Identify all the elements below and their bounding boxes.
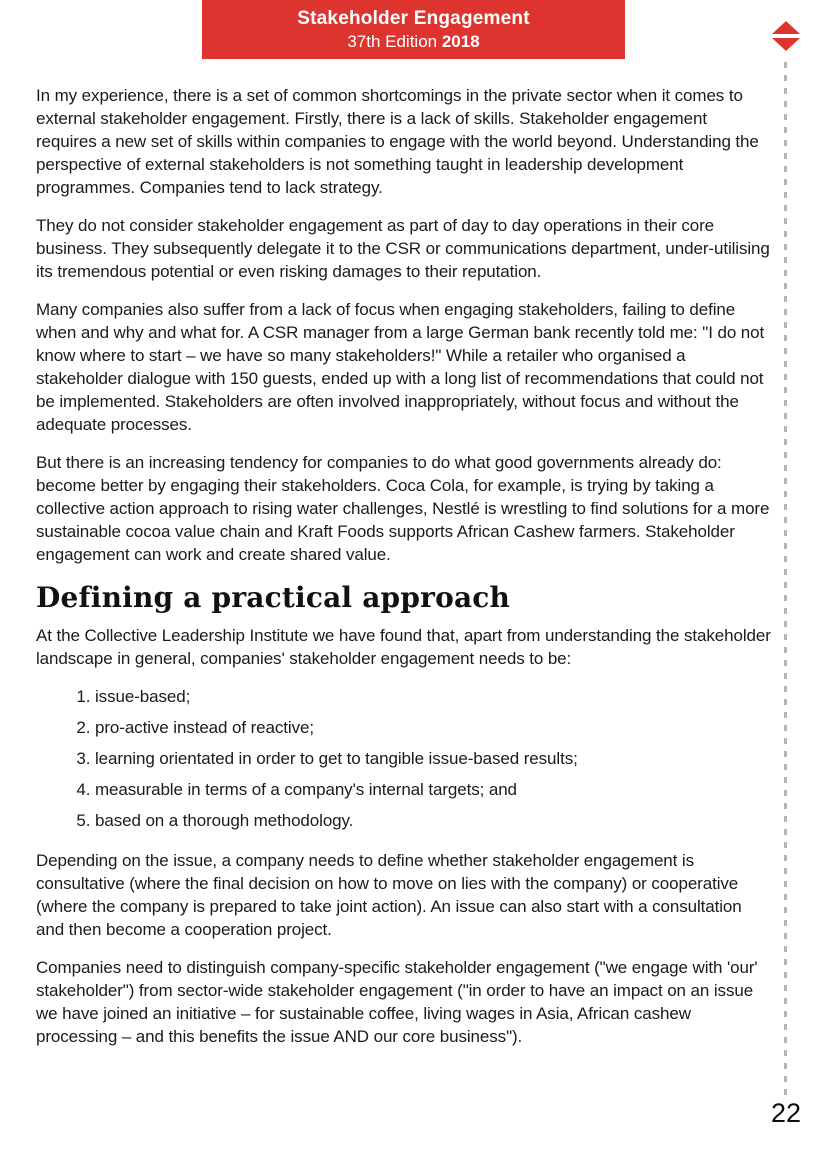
list-item: 1. issue-based; — [95, 685, 771, 708]
paragraph: Companies need to distinguish company-specific stakeholder engagement ("we engage with 'our' stakeholder") from sector-wide stakeholder engagement ("in order to have an impact on an issue we have joined an initiative – for sustainable coffee, living wages in Asia, African cashew processing – and this benefits the issue AND our core business"). — [36, 958, 758, 1046]
section-heading: Defining a practical approach — [36, 581, 511, 614]
numbered-list — [36, 685, 771, 832]
article-content — [36, 84, 771, 1063]
paragraph: They do not consider stakeholder engagement as part of day to day operations in their core business. They subsequently delegate it to the CSR or communications department, under-utilising its tremendous potential or even risking damages to their reputation. — [36, 216, 770, 281]
page-number: 22 — [770, 1098, 801, 1128]
paragraph: But there is an increasing tendency for companies to do what good governments already do: become better by engaging their stakeholders. Coca Cola, for example, is trying by taking a collective action approach to rising water challenges, Nestlé is wrestling to find solutions for a more sustainable cocoa value chain and Kraft Foods supports African Cashew farmers. Stakeholder engagement can work and create shared value. — [36, 453, 770, 564]
paragraph: Many companies also suffer from a lack of focus when engaging stakeholders, failing to define when and why and what for. A CSR manager from a large German bank recently told me: "I do not know where to start – we have so many stakeholders!" While a retailer who organised a stakeholder dialogue with 150 guests, ended up with a long list of recommendations that could not be implemented. Stakeholders are often involved inappropriately, without focus and without the adequate processes. — [36, 300, 765, 434]
list-item: 2. pro-active instead of reactive; — [95, 716, 771, 739]
paragraph: In my experience, there is a set of common shortcomings in the private sector when it comes to external stakeholder engagement. Firstly, there is a lack of skills. Stakeholder engagement requires a new set of skills within companies to engage with the world beyond. Understanding the perspective of external stakeholders is not something taught in leadership development programmes. Companies tend to lack strategy. — [36, 86, 759, 197]
diamond-up-down-icon — [772, 21, 800, 52]
banner-subtitle-year: 2018 — [441, 31, 480, 51]
banner-subtitle — [202, 32, 625, 52]
paragraph: Depending on the issue, a company needs to define whether stakeholder engagement is consultative (where the final decision on how to move on lies with the company) or cooperative (where the company is prepared to take joint action). An issue can also start with a consultation and then become a cooperation project. — [36, 851, 742, 939]
list-item: 3. learning orientated in order to get to tangible issue-based results; — [95, 747, 771, 770]
triangle-down-icon — [772, 38, 800, 51]
right-margin-dashed-divider — [784, 62, 787, 1098]
list-item: 4. measurable in terms of a company's internal targets; and — [95, 778, 771, 801]
banner-subtitle-edition: 37th Edition — [347, 31, 442, 51]
edition-banner — [202, 0, 625, 59]
list-intro-paragraph: At the Collective Leadership Institute we have found that, apart from understanding the stakeholder landscape in general, companies' stakeholder engagement needs to be: — [36, 626, 771, 668]
list-item: 5. based on a thorough methodology. — [95, 809, 771, 832]
banner-title: Stakeholder Engagement — [297, 7, 530, 29]
triangle-up-icon — [772, 21, 800, 34]
